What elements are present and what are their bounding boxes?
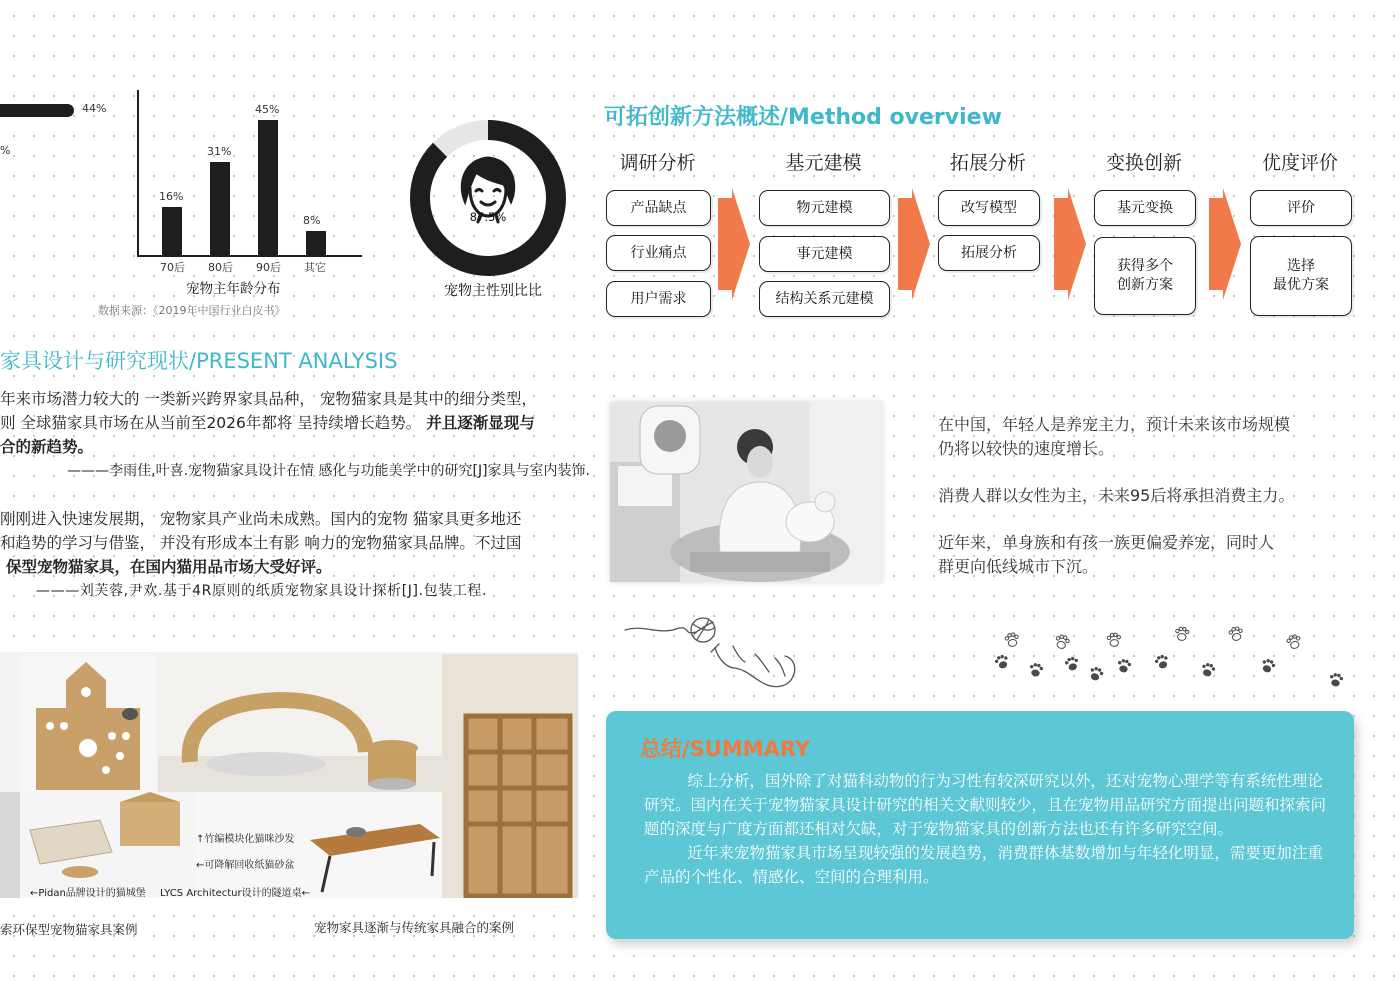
donut-slice-female	[420, 130, 556, 266]
donut-svg	[408, 118, 568, 278]
label-lycs: LYCS Architectur设计的隧道桌←	[160, 888, 310, 898]
analysis-line-1: 年来市场潜力较大的 一类新兴跨界家具品种， 宠物猫家具是其中的细分类型，	[0, 390, 537, 408]
label-rattan: ↑竹编模块化猫咪沙发	[196, 834, 295, 845]
paw-print-icons	[994, 626, 1344, 687]
method-step-title: 调研分析	[619, 152, 696, 174]
analysis-bold-1b: 合的新趋势。	[0, 438, 94, 456]
x-axis	[137, 255, 362, 257]
method-box: 选择 最优方案	[1250, 236, 1352, 316]
method-box: 用户需求	[606, 281, 711, 317]
method-title: 可拓创新方法概述/Method overview	[604, 105, 1002, 130]
flow-arrow-icon	[896, 188, 932, 300]
method-box: 基元变换	[1094, 190, 1196, 226]
label-rattan-text: 竹编模块化猫咪沙发	[204, 834, 295, 845]
flow-arrow-icon	[1207, 188, 1243, 300]
caption-left	[0, 920, 138, 938]
label-paper-litter-text: 可降解回收纸猫砂盆	[204, 860, 295, 871]
age-bar-4	[306, 231, 326, 255]
paw-prints-decoration	[990, 620, 1350, 690]
method-box: 改写模型	[938, 190, 1040, 226]
analysis-line-3	[0, 435, 590, 459]
label-pidan: ←Pidan品牌设计的猫城堡	[30, 888, 146, 898]
donut-center-label: 87.5%	[469, 210, 507, 224]
bar-value-label: 44%	[82, 102, 107, 115]
method-step-title: 拓展分析	[949, 152, 1026, 174]
summary-paragraph-1: 综上分析，国外除了对猫科动物的行为习性有较深研究以外，还对宠物心理学等有系统性理论研究。国内在关于宠物猫家具设计研究的相关文献则较少，且在宠物用品研究方面提出问题和探索问题的深度与广度方面都还相对欠缺，对于宠物猫家具的创新方法也还有许多研究空间。	[644, 772, 1327, 838]
age-bar-1	[162, 207, 182, 255]
analysis-line-4: 刚刚进入快速发展期， 宠物家具产业尚未成熟。国内的宠物 猫家具更多地还	[0, 510, 522, 528]
yarn-ball-icon	[691, 618, 715, 642]
cut-value-label: %	[0, 144, 11, 157]
method-box: 事元建模	[759, 236, 890, 272]
market-line-4: 近年来，单身族和有孩一族更偏爱养宠，同时人	[938, 533, 1275, 552]
bookshelf-image	[466, 716, 570, 896]
gender-chart-title: 宠物主性别比比	[444, 283, 542, 299]
analysis-line-2	[0, 411, 590, 435]
age-bar-category-label: 70后	[160, 261, 185, 274]
method-step-title: 优度评价	[1261, 152, 1338, 174]
method-box: 产品缺点	[606, 190, 711, 226]
method-step-title: 变换创新	[1105, 152, 1182, 174]
label-paper-litter: ←可降解回收纸猫砂盆	[196, 860, 295, 871]
summary-paragraph-2: 近年来宠物猫家具市场呈现较强的发展趋势，消费群体基数增加与年轻化明显，需要更加注重产品的个性化、情感化、空间的合理利用。	[644, 844, 1323, 886]
label-pidan-text: Pidan品牌设计的猫城堡	[38, 888, 146, 898]
market-line-2: 仍将以较快的速度增长。	[938, 439, 1115, 458]
method-box: 拓展分析	[938, 235, 1040, 271]
age-bar-value-label: 45%	[255, 103, 280, 116]
summary-text	[644, 769, 1328, 889]
age-bar-chart	[130, 85, 370, 325]
analysis-title: 家具设计与研究现状/PRESENT ANALYSIS	[0, 349, 398, 373]
age-bar-value-label: 31%	[207, 145, 232, 158]
method-box: 行业痛点	[606, 235, 711, 271]
method-box: 物元建模	[759, 190, 890, 226]
gender-donut-chart	[408, 118, 568, 308]
flow-arrow-icon	[716, 188, 752, 300]
summary-title: 总结/SUMMARY	[640, 737, 811, 761]
yarn-string	[625, 628, 695, 633]
age-bar-value-label: 16%	[159, 190, 184, 203]
label-lycs-text: LYCS Architectur设计的隧道桌	[160, 888, 302, 898]
method-box: 结构关系元建模	[759, 281, 890, 317]
yarn-hand-doodle	[615, 608, 815, 698]
furniture-collage	[0, 652, 578, 898]
analysis-bold-1a: 并且逐渐显现与	[426, 414, 535, 432]
market-line-5: 群更向低线城市下沉。	[938, 557, 1099, 576]
age-chart-title: 宠物主年龄分布	[186, 281, 281, 297]
method-box: 评价	[1250, 190, 1352, 226]
caption-right: 宠物家具逐渐与传统家具融合的案例	[314, 920, 515, 935]
age-bar-category-label: 其它	[304, 261, 326, 274]
method-step-title: 基元建模	[785, 152, 862, 174]
analysis-line-2-text: 则 全球猫家具市场在从当前至2026年都将 呈持续增长趋势。	[0, 414, 422, 432]
citation-2: ———刘芙蓉,尹欢.基于4R原则的纸质宠物家具设计探析[J].包装工程.	[36, 583, 488, 599]
market-line-1: 在中国，年轻人是养宠主力，预计未来该市场规模	[938, 415, 1291, 434]
caption-left-text: 环保型宠物猫家具案例	[12, 922, 138, 937]
analysis-line-6	[0, 555, 590, 579]
citation-1: ———李雨佳,叶喜.宠物猫家具设计在情 感化与功能美学中的研究[J]家具与室内装饰.	[67, 463, 590, 479]
age-bar-value-label: 8%	[303, 214, 321, 227]
horizontal-bar	[0, 104, 74, 117]
age-bar-category-label: 90后	[256, 261, 281, 274]
analysis-bold-2: 保型宠物猫家具，在国内猫用品市场大受好评。	[6, 558, 332, 576]
summary-box	[606, 711, 1354, 939]
analysis-line-5: 和趋势的学习与借鉴， 并没有形成本土有影 响力的宠物猫家具品牌。不过国	[0, 534, 522, 552]
market-line-3: 消费人群以女性为主，未来95后将承担消费主力。	[938, 486, 1295, 505]
age-bar-3	[258, 120, 278, 255]
caption-left-prefix: 索	[0, 922, 13, 937]
flow-arrow-icon	[1052, 188, 1088, 300]
hand-icon	[711, 644, 795, 687]
market-text	[938, 413, 1338, 579]
y-axis	[137, 90, 139, 257]
age-bar-2	[210, 162, 230, 255]
method-box: 获得多个 创新方案	[1094, 237, 1196, 315]
woman-cat-photo	[610, 402, 882, 582]
photo-illustration	[610, 402, 882, 582]
age-bar-category-label: 80后	[208, 261, 233, 274]
analysis-body	[0, 387, 590, 603]
data-source: 数据来源：《2019年中国行业白皮书》	[98, 304, 286, 317]
